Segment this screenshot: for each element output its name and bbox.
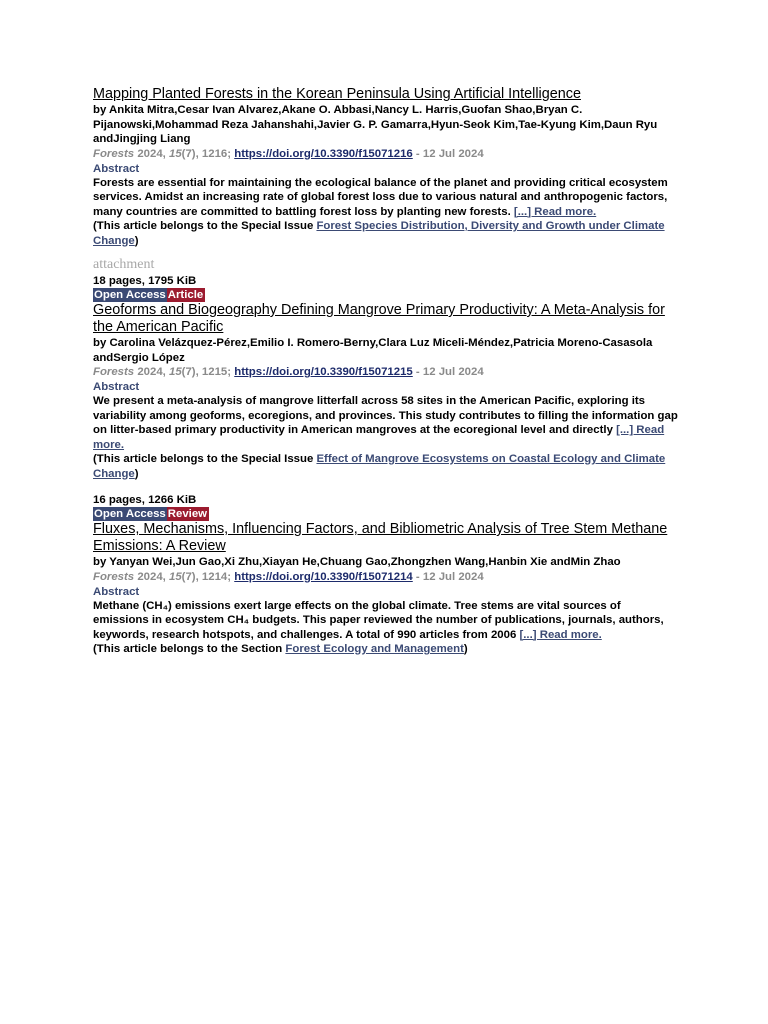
journal-name: Forests [93, 366, 135, 378]
abstract-text [93, 394, 678, 452]
article-type-badge: Article [167, 289, 204, 301]
article-authors: by Ankita Mitra,Cesar Ivan Alvarez,Akane O. Abbasi,Nancy L. Harris,Guofan Shao,Bryan C. Pijanowski,Mohammad Reza Jahanshahi,Javier G. P. Gamarra,Hyun-Seok Kim,Tae-Kyung Kim,Daun Ryu andJingjing Liang [93, 104, 658, 145]
doi-link[interactable]: https://doi.org/10.3390/f15071215 [234, 366, 413, 378]
open-access-badge: Open Access [94, 508, 166, 520]
pub-date: - 12 Jul 2024 [412, 570, 484, 583]
abstract-body: Forests are essential for maintaining the ecological balance of the planet and providing critical ecosystem services. Amidst an increasing rate of global forest loss due to various natural and anthropogenic factors, many countries are committed to battling forest loss by planting new forests. [93, 176, 668, 218]
article-citation [93, 147, 678, 162]
pub-year: 2024, [134, 147, 169, 160]
read-more-link[interactable]: [...] Read more. [513, 205, 597, 218]
journal-name: Forests [93, 147, 135, 160]
special-issue-suffix: ) [134, 467, 139, 480]
pub-date: - 12 Jul 2024 [412, 366, 484, 378]
special-issue-link[interactable]: Forest Species Distribution, Diversity and Growth under Climate Change [93, 220, 665, 247]
journal-name: Forests [93, 570, 135, 583]
read-more-link[interactable]: [...] Read more. [519, 628, 602, 641]
abstract-label: Abstract [93, 381, 140, 393]
volume: 15 [169, 147, 182, 160]
special-issue-prefix: (This article belongs to the Special Issue [93, 220, 317, 232]
special-issue-suffix: ) [134, 234, 139, 247]
section-suffix: ) [463, 643, 468, 655]
pub-year: 2024, [134, 366, 169, 378]
article-item [93, 302, 678, 481]
abstract-text [93, 599, 678, 643]
section-link[interactable]: Forest Ecology and Management [285, 643, 464, 655]
special-issue-note [93, 452, 678, 481]
pub-date: - 12 Jul 2024 [412, 147, 484, 160]
issue-page: (7), 1214; [181, 570, 235, 583]
read-more-link[interactable]: [...] Read more. [93, 424, 665, 451]
page-count: 16 pages, 1266 KiB [93, 494, 197, 506]
article-type-badge: Review [167, 508, 208, 520]
article-item [93, 86, 678, 248]
section-prefix: (This article belongs to the Section [93, 643, 286, 655]
article-badges [93, 507, 678, 521]
search-results-page [93, 86, 678, 657]
abstract-label: Abstract [93, 162, 140, 175]
abstract-text [93, 176, 678, 220]
volume: 15 [169, 366, 182, 378]
doi-link[interactable]: https://doi.org/10.3390/f15071214 [234, 570, 413, 583]
special-issue-link[interactable]: Effect of Mangrove Ecosystems on Coastal Ecology and Climate Change [93, 453, 666, 480]
issue-page: (7), 1216; [181, 147, 235, 160]
volume: 15 [169, 570, 182, 583]
open-access-badge: Open Access [94, 289, 166, 301]
article-title[interactable]: Geoforms and Biogeography Defining Mangrove Primary Productivity: A Meta-Analysis for the American Pacific [93, 302, 665, 335]
doi-link[interactable]: https://doi.org/10.3390/f15071216 [234, 147, 413, 160]
abstract-body: Methane (CH₄) emissions exert large effects on the global climate. Tree stems are vital sources of emissions in ecosystem CH₄ budgets. This paper reviewed the number of publications, journals, authors, keywords, research hotspots, and challenges. A total of 990 articles from 2006 [93, 599, 664, 641]
article-title[interactable]: Mapping Planted Forests in the Korean Peninsula Using Artificial Intelligence [93, 86, 581, 102]
article-item [93, 521, 678, 657]
article-authors: by Yanyan Wei,Jun Gao,Xi Zhu,Xiayan He,Chuang Gao,Zhongzhen Wang,Hanbin Xie andMin Zhao [93, 556, 621, 568]
article-citation [93, 570, 678, 585]
special-issue-note [93, 219, 678, 248]
page-count: 18 pages, 1795 KiB [93, 275, 197, 287]
article-authors: by Carolina Velázquez-Pérez,Emilio I. Romero-Berny,Clara Luz Miceli-Méndez,Patricia Moreno-Casasola andSergio López [93, 337, 653, 364]
article-citation [93, 365, 678, 380]
attachment-label: attachment [93, 257, 155, 272]
pub-year: 2024, [134, 570, 169, 583]
abstract-body: We present a meta-analysis of mangrove litterfall across 58 sites in the American Pacific, exploring its variability among geoforms, ecoregions, and provinces. This study contributes to filling the information gap on litter-based primary productivity in American mangroves at the ecoregional level and directly [93, 395, 678, 436]
article-title[interactable]: Fluxes, Mechanisms, Influencing Factors, and Bibliometric Analysis of Tree Stem Methane Emissions: A Review [93, 521, 668, 554]
spacer [93, 481, 678, 493]
abstract-label: Abstract [93, 585, 140, 598]
section-note [93, 642, 678, 657]
article-badges [93, 288, 678, 302]
issue-page: (7), 1215; [181, 366, 235, 378]
special-issue-prefix: (This article belongs to the Special Issue [93, 453, 317, 465]
